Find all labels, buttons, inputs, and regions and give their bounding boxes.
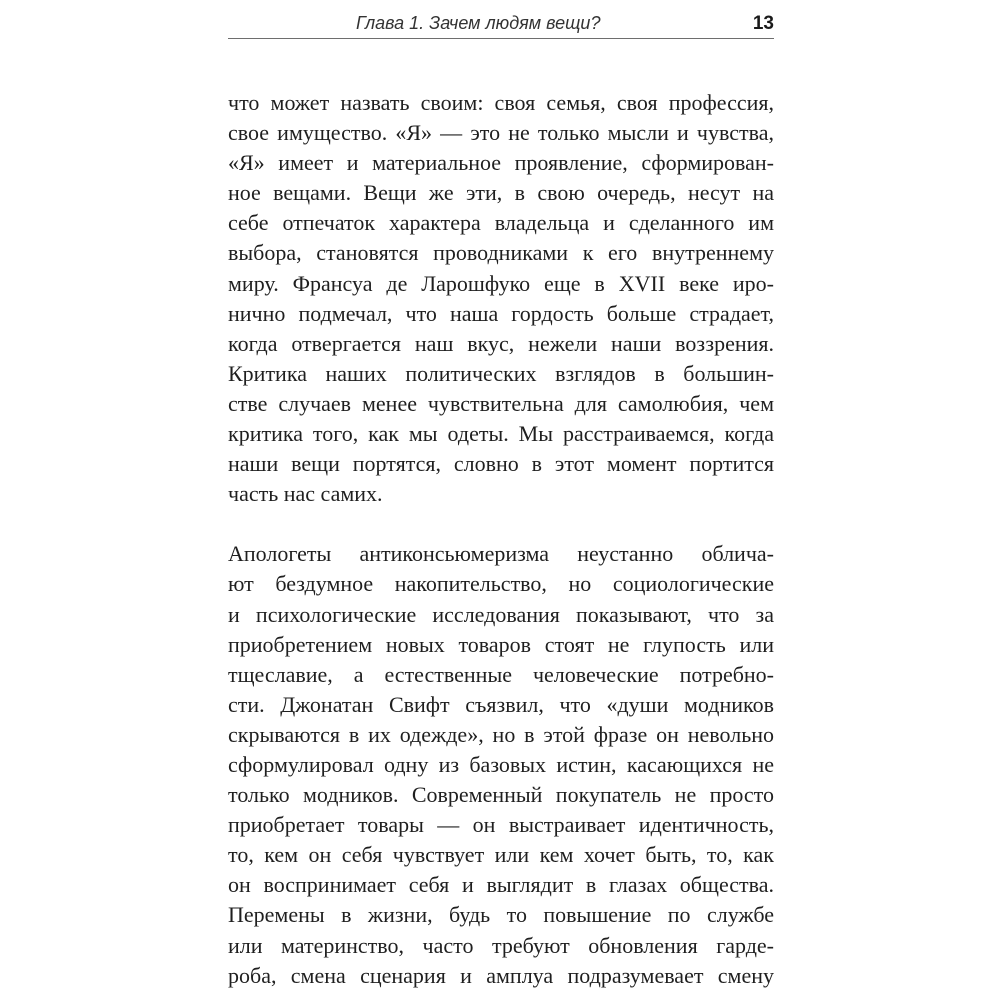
text-line: Критика наших политических взглядов в большин- [228,360,774,386]
text-line: сти. Джонатан Свифт съязвил, что «души модников [228,691,774,717]
chapter-title: Глава 1. Зачем людям вещи? [356,13,601,33]
text-line: приобретением новых товаров стоят не глупость или [228,631,774,657]
text-line: Апологеты антиконсьюмеризма неустанно облича- [228,541,774,567]
text-line: Перемены в жизни, будь то повышение по службе [228,902,774,928]
paragraph-1 [228,88,774,509]
text-line: роба, смена сценария и амплуа подразумевает смену [228,962,774,988]
text-line: миру. Франсуа де Ларошфуко еще в XVII веке иро- [228,270,774,296]
body-text [228,88,774,991]
text-line: ное вещами. Вещи же эти, в свою очередь, несут на [228,180,774,206]
text-line: наши вещи портятся, словно в этот момент портится [228,451,774,477]
text-line: свое имущество. «Я» — это не только мысли и чувства, [228,120,774,146]
text-line: или материнство, часто требуют обновления гарде- [228,932,774,958]
text-line: сформулировал одну из базовых истин, касающихся не [228,751,774,777]
text-line: себе отпечаток характера владельца и сделанного им [228,210,774,236]
text-line: выбора, становятся проводниками к его внутреннему [228,240,774,266]
text-line: стве случаев менее чувствительна для самолюбия, чем [228,390,774,416]
text-line: скрываются в их одежде», но в этой фразе он невольно [228,721,774,747]
text-line: нично подмечал, что наша гордость больше страдает, [228,300,774,326]
text-line: он воспринимает себя и выглядит в глазах общества. [228,872,774,898]
text-line: тщеславие, а естественные человеческие потребно- [228,661,774,687]
text-line: приобретает товары — он выстраивает идентичность, [228,812,774,838]
text-line: часть нас самих. [228,481,383,507]
text-line: что может назвать своим: своя семья, своя профессия, [228,90,774,115]
page-number: 13 [752,13,774,34]
text-line: «Я» имеет и материальное проявление, сформирован- [228,150,774,176]
text-line: когда отвергается наш вкус, нежели наши воззрения. [228,330,774,356]
text-line: то, кем он себя чувствует или кем хочет быть, то, как [228,842,774,868]
text-line: критика того, как мы одеты. Мы расстраиваемся, когда [228,421,774,447]
text-line: и психологические исследования показывают, что за [228,601,774,627]
text-line: только модников. Современный покупатель не просто [228,782,774,808]
paragraph-2 [228,539,774,990]
text-line: ют бездумное накопительство, но социологические [228,571,774,597]
running-header [228,10,774,39]
